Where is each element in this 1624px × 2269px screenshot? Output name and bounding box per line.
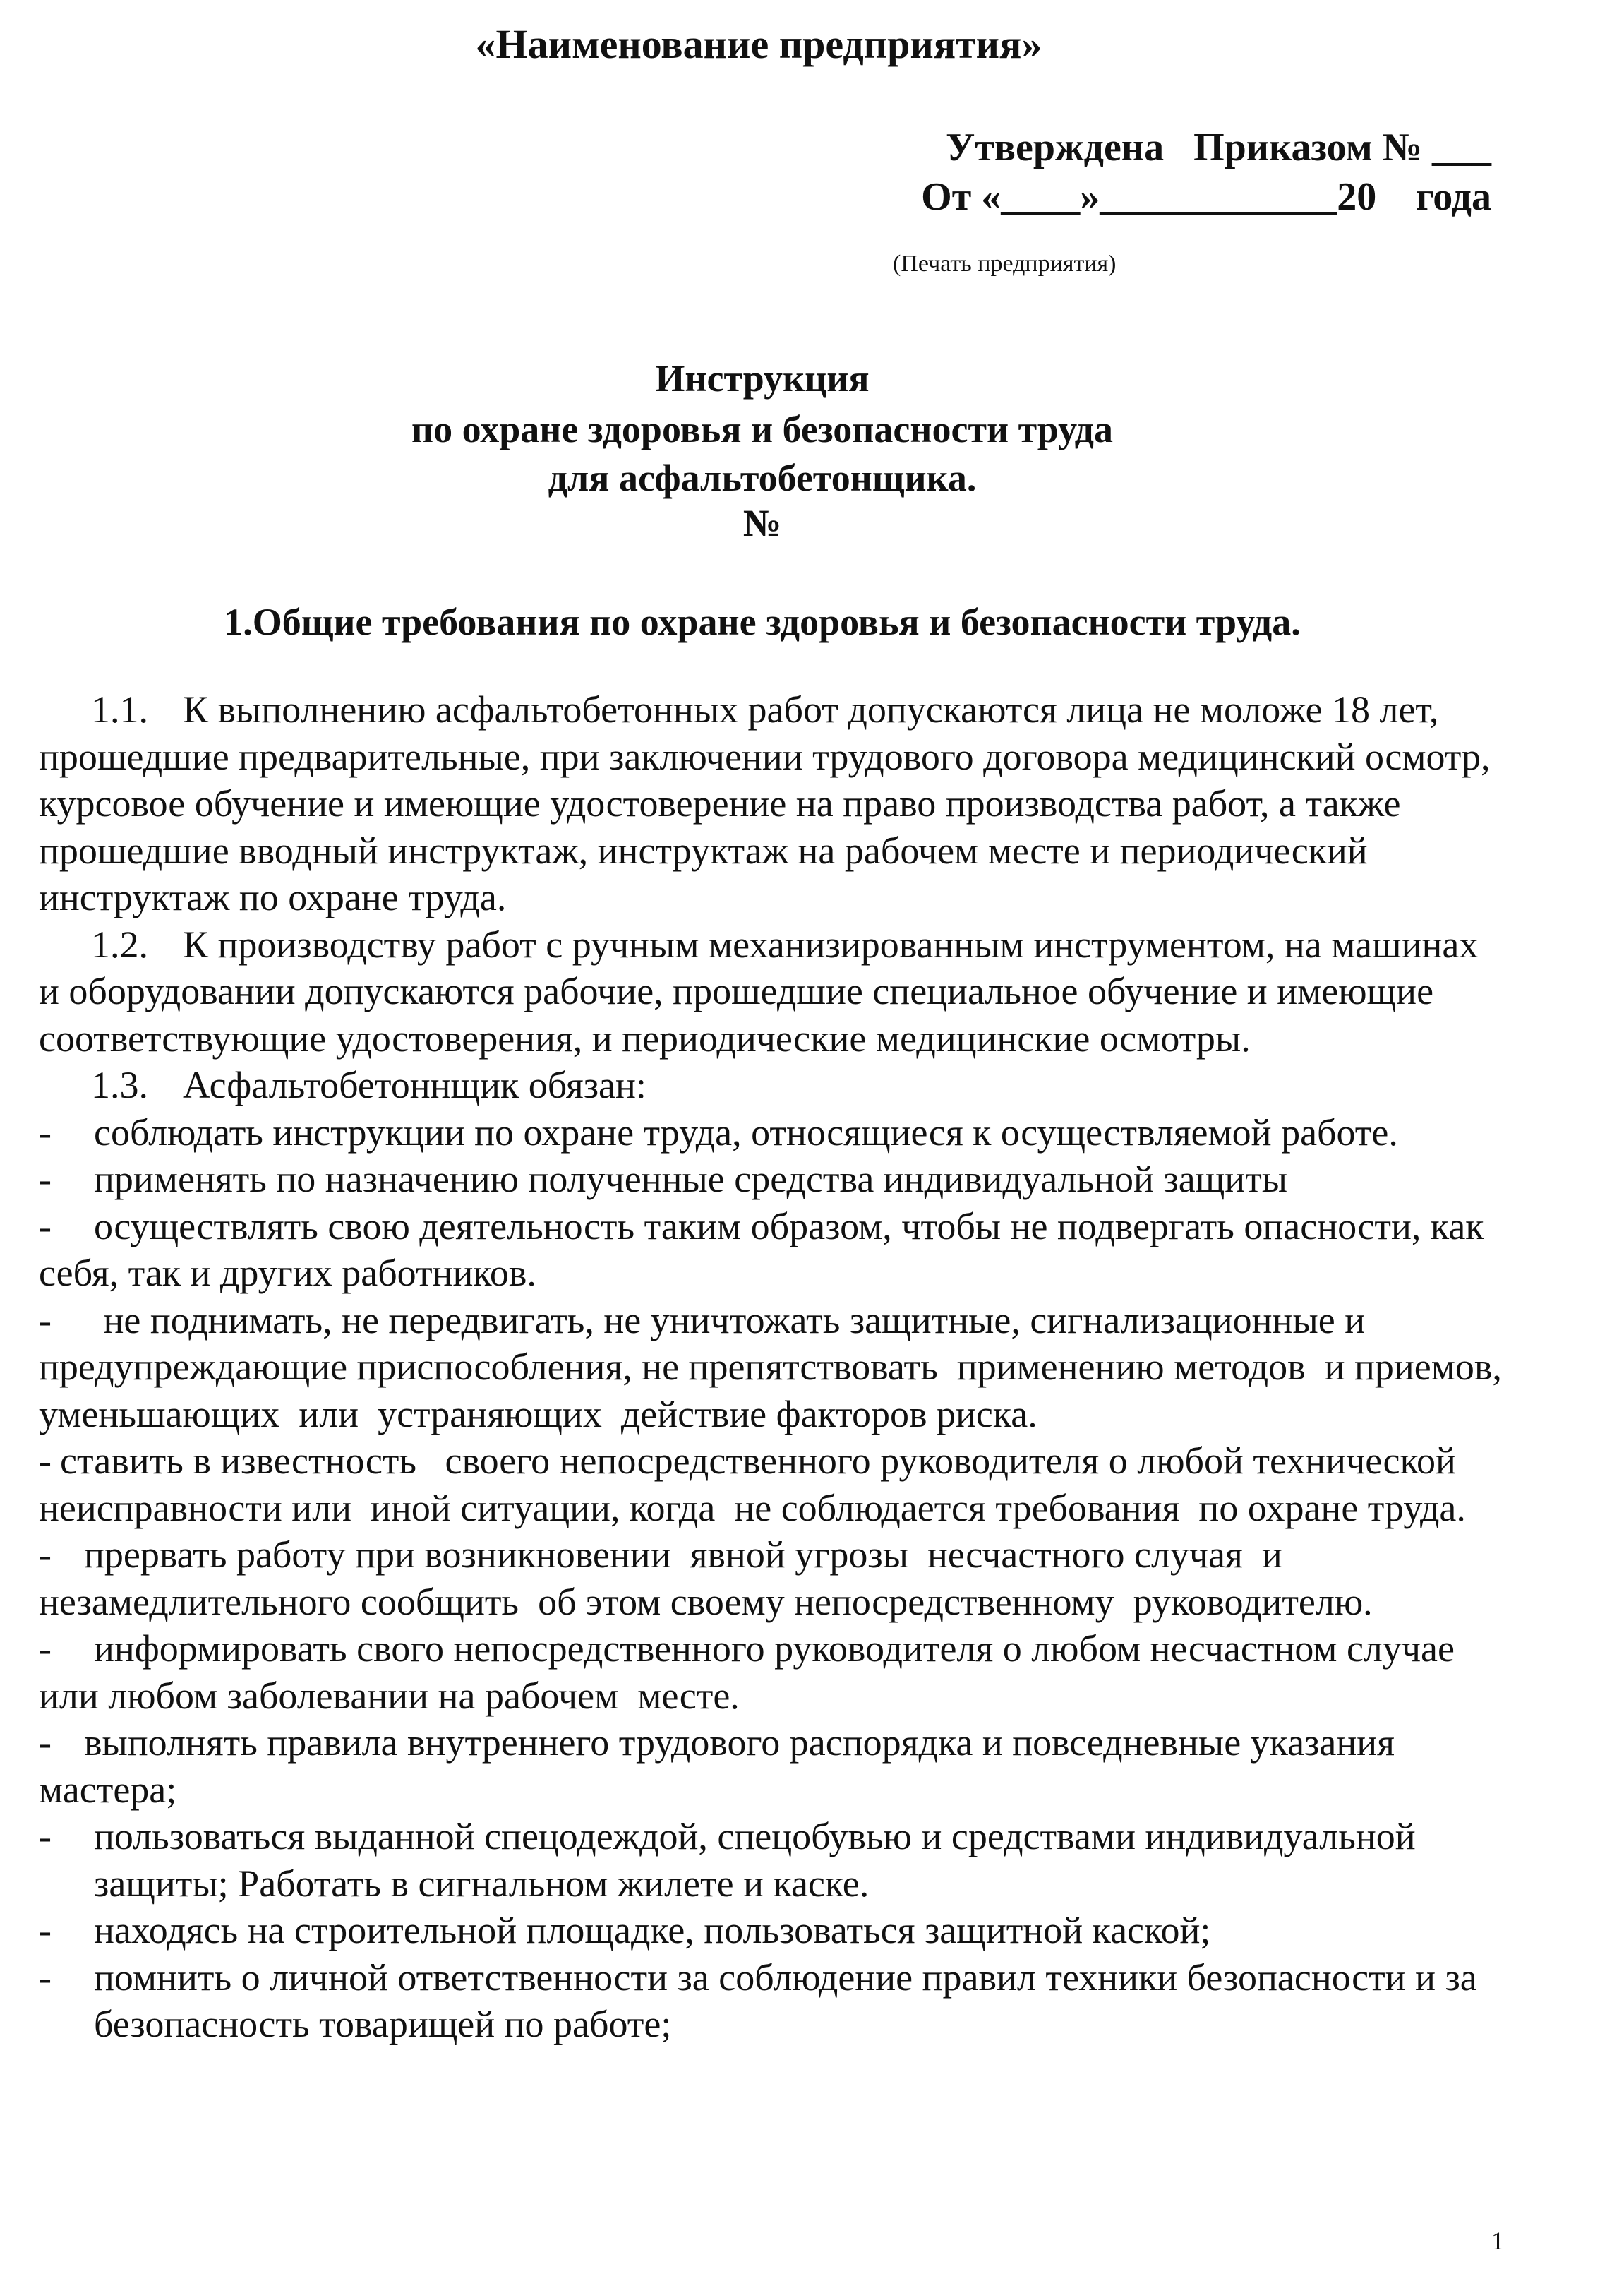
list-item — [39, 1109, 1507, 1156]
document-title — [0, 353, 1524, 545]
list-item — [39, 1437, 1507, 1531]
dash-marker: - — [39, 1815, 52, 1857]
dash-marker: - — [39, 1533, 52, 1576]
paragraph-text: К выполнению асфальтобетонных работ допускаются лица не моложе 18 лет, прошедшие предварительные, при заключении трудового договора медицинский осмотр, курсовое обучение и имеющие удостоверение на право производства работ, а также прошедшие вводный инструктаж, инструктаж на рабочем месте и периодический инструктаж по охране труда. — [39, 688, 1491, 918]
approval-block — [856, 123, 1491, 222]
list-item — [39, 1719, 1507, 1813]
list-item-text: помнить о личной ответственности за соблюдение правил техники безопасности и за безопасность товарищей по работе; — [94, 1956, 1477, 2045]
page-number: 1 — [1491, 2227, 1504, 2255]
list-item — [39, 1297, 1512, 1438]
list-item-text: ставить в известность своего непосредственного руководителя о любой технической неисправности или иной ситуации, когда не соблюдается требования по охране труда. — [39, 1439, 1475, 1529]
paragraph-1-3 — [39, 1062, 1507, 1109]
list-item — [39, 1156, 1507, 1203]
dash-marker: - — [39, 1158, 52, 1200]
dash-marker: - — [39, 1298, 52, 1341]
paragraph-text: К производству работ с ручным механизированным инструментом, на машинах и оборудовании допускаются рабочие, прошедшие специальное обучение и имеющие соответствующие удостоверения, и периодические медицинские осмотры. — [39, 923, 1479, 1060]
paragraph-number: 1.2. — [91, 923, 148, 966]
section-heading: 1.Общие требования по охране здоровья и безопасности труда. — [224, 601, 1301, 643]
paragraph-number: 1.1. — [91, 688, 148, 731]
list-item-text: осуществлять свою деятельность таким образом, чтобы не подвергать опасности, как себя, так и других работников. — [39, 1204, 1484, 1294]
dash-marker: - — [39, 1909, 52, 1951]
paragraph-1-2 — [39, 921, 1507, 1062]
title-line-2: по охране здоровья и безопасности труда — [411, 408, 1114, 450]
dash-marker: - — [39, 1627, 52, 1670]
paragraph-number: 1.3. — [91, 1064, 148, 1106]
title-line-1: Инструкция — [655, 357, 870, 400]
document-body — [39, 686, 1512, 2048]
list-item — [39, 1813, 1507, 1907]
list-item — [39, 1203, 1507, 1297]
list-item-text: находясь на строительной площадке, пользоваться защитной каской; — [94, 1909, 1211, 1951]
approval-date-line: От «____»____________20 года — [921, 175, 1491, 219]
list-item-text: пользоваться выданной спецодеждой, спецобувью и средствами индивидуальной защиты; Работать в сигнальном жилете и каске. — [94, 1815, 1416, 1905]
list-item-text: информировать свого непосредственного руководителя о любом несчастном случае или любом заболевании на рабочем месте. — [39, 1627, 1474, 1717]
list-item — [39, 1907, 1507, 1954]
dash-marker: - — [39, 1110, 52, 1154]
dash-marker: - — [39, 1439, 52, 1482]
title-line-3: для асфальтобетонщика. — [548, 457, 977, 499]
title-number: № — [742, 502, 782, 544]
list-item-text: прервать работу при возникновении явной угрозы несчастного случая и незамедлительного сообщить об этом своему непосредственному руководителю. — [39, 1533, 1373, 1623]
list-item-text: выполнять правила внутреннего трудового распорядка и повседневные указания мастера; — [39, 1721, 1395, 1811]
dash-marker: - — [39, 1721, 52, 1764]
paragraph-1-1 — [39, 686, 1507, 921]
list-item — [39, 1531, 1507, 1625]
list-item — [39, 1625, 1507, 1719]
dash-marker: - — [39, 1956, 52, 1999]
seal-note: (Печать предприятия) — [893, 251, 1117, 277]
list-item-text: соблюдать инструкции по охране труда, относящиеся к осуществляемой работе. — [94, 1110, 1398, 1154]
paragraph-text: Асфальтобетоннщик обязан: — [183, 1064, 646, 1106]
dash-marker: - — [39, 1204, 52, 1247]
list-item — [39, 1954, 1507, 2048]
approval-order-line: Утверждена Приказом № ___ — [946, 126, 1491, 169]
organization-name: «Наименование предприятия» — [475, 21, 1042, 67]
list-item-text: применять по назначению полученные средства индивидуальной защиты — [94, 1158, 1288, 1200]
list-item-text: не поднимать, не передвигать, не уничтожать защитные, сигнализационные и предупреждающие приспособления, не препятствовать применению методов и приемов, уменьшающих или устраняющих действие факторов риска. — [39, 1298, 1512, 1435]
